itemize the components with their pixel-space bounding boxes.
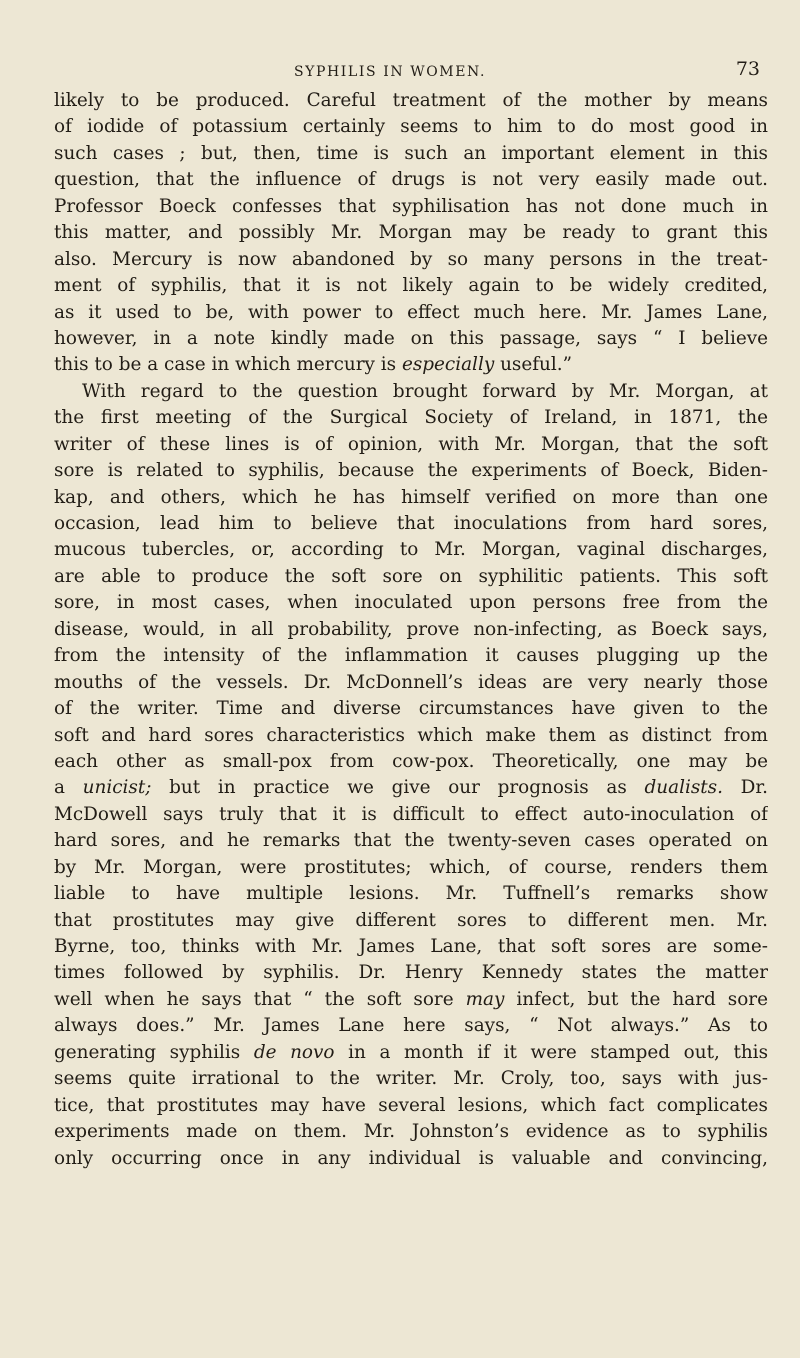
- text-segment: well when he says that “ the soft sore: [54, 988, 466, 1010]
- text-line: seems quite irrational to the writer. Mr. Croly, too, says with jus-: [54, 1068, 768, 1090]
- text-line: [54, 1040, 768, 1066]
- text-line: Professor Boeck confesses that syphilisation has not done much in: [54, 195, 768, 217]
- text-line: writer of these lines is of opinion, with Mr. Morgan, that the soft: [54, 433, 768, 455]
- text-line: as it used to be, with power to effect much here. Mr. James Lane,: [54, 301, 768, 323]
- text-segment: in a month if it were stamped out, this: [334, 1041, 768, 1063]
- text-line: this matter, and possibly Mr. Morgan may be ready to grant this: [54, 222, 768, 244]
- text-line: however, in a note kindly made on this passage, says “ I believe: [54, 327, 768, 349]
- text-line: mouths of the vessels. Dr. McDonnell’s ideas are very nearly those: [54, 671, 768, 693]
- text-segment: a: [54, 777, 83, 799]
- text-line: only occurring once in any individual is valuable and convincing,: [54, 1147, 768, 1169]
- text-line: are able to produce the soft sore on syphilitic patients. This soft: [54, 565, 768, 587]
- italic-text: may: [465, 988, 505, 1010]
- text-line: kap, and others, which he has himself verified on more than one: [54, 486, 768, 508]
- text-line: McDowell says truly that it is difficult to effect auto-inoculation of: [54, 803, 768, 825]
- italic-text: de novo: [253, 1041, 335, 1063]
- text-line: sore is related to syphilis, because the experiments of Boeck, Biden-: [54, 460, 768, 482]
- text-line: ment of syphilis, that it is not likely again to be widely credited,: [54, 275, 768, 297]
- text-line: such cases ; but, then, time is such an important element in this: [54, 142, 768, 164]
- running-title: SYPHILIS IN WOMEN.: [293, 64, 487, 80]
- text-line: of the writer. Time and diverse circumstances have given to the: [54, 698, 768, 720]
- text-line: from the intensity of the inflammation it causes plugging up the: [54, 645, 768, 667]
- text-segment: useful.”: [494, 354, 573, 376]
- text-line: of iodide of potassium certainly seems to him to do most good in: [54, 116, 768, 138]
- text-line: by Mr. Morgan, were prostitutes; which, of course, renders them: [54, 856, 768, 878]
- text-line: [54, 352, 768, 378]
- text-line: hard sores, and he remarks that the twenty-seven cases operated on: [54, 830, 768, 852]
- text-line: always does.” Mr. James Lane here says, “ Not always.” As to: [54, 1015, 768, 1037]
- text-line: each other as small-pox from cow-pox. Theoretically, one may be: [54, 750, 768, 772]
- italic-text: especially: [401, 354, 495, 376]
- body-text: [54, 88, 768, 1172]
- text-line: soft and hard sores characteristics which make them as distinct from: [54, 724, 768, 746]
- running-head: [40, 58, 760, 88]
- text-line: question, that the influence of drugs is not very easily made out.: [54, 169, 768, 191]
- text-line: sore, in most cases, when inoculated upon persons free from the: [54, 592, 768, 614]
- text-line: experiments made on them. Mr. Johnston’s evidence as to syphilis: [54, 1121, 768, 1143]
- text-segment: Dr.: [722, 777, 768, 799]
- text-line: that prostitutes may give different sores to different men. Mr.: [54, 909, 768, 931]
- text-line: likely to be produced. Careful treatment of the mother by means: [54, 90, 768, 111]
- page-number: 73: [735, 58, 760, 80]
- text-line: the first meeting of the Surgical Society of Ireland, in 1871, the: [54, 407, 768, 429]
- text-line: mucous tubercles, or, according to Mr. Morgan, vaginal discharges,: [54, 539, 768, 561]
- text-segment: but in practice we give our prognosis as: [151, 777, 645, 799]
- text-line: Byrne, too, thinks with Mr. James Lane, that soft sores are some-: [54, 936, 768, 957]
- text-segment: this to be a case in which mercury is: [54, 354, 402, 376]
- text-line: [54, 775, 768, 801]
- text-line: disease, would, in all probability, prove non-infecting, as Boeck says,: [54, 618, 768, 640]
- text-segment: generating syphilis: [54, 1041, 254, 1063]
- italic-text: dualists.: [644, 777, 723, 799]
- text-segment: infect, but the hard sore: [504, 988, 768, 1010]
- text-line: [54, 987, 768, 1013]
- text-line: With regard to the question brought forward by Mr. Morgan, at: [82, 380, 768, 402]
- text-line: tice, that prostitutes may have several lesions, which fact complicates: [54, 1094, 768, 1116]
- text-line: times followed by syphilis. Dr. Henry Kennedy states the matter: [54, 962, 768, 984]
- text-line: also. Mercury is now abandoned by so many persons in the treat-: [54, 248, 768, 270]
- italic-text: unicist;: [82, 777, 152, 799]
- text-line: liable to have multiple lesions. Mr. Tuffnell’s remarks show: [54, 883, 768, 905]
- text-line: occasion, lead him to believe that inoculations from hard sores,: [54, 513, 768, 534]
